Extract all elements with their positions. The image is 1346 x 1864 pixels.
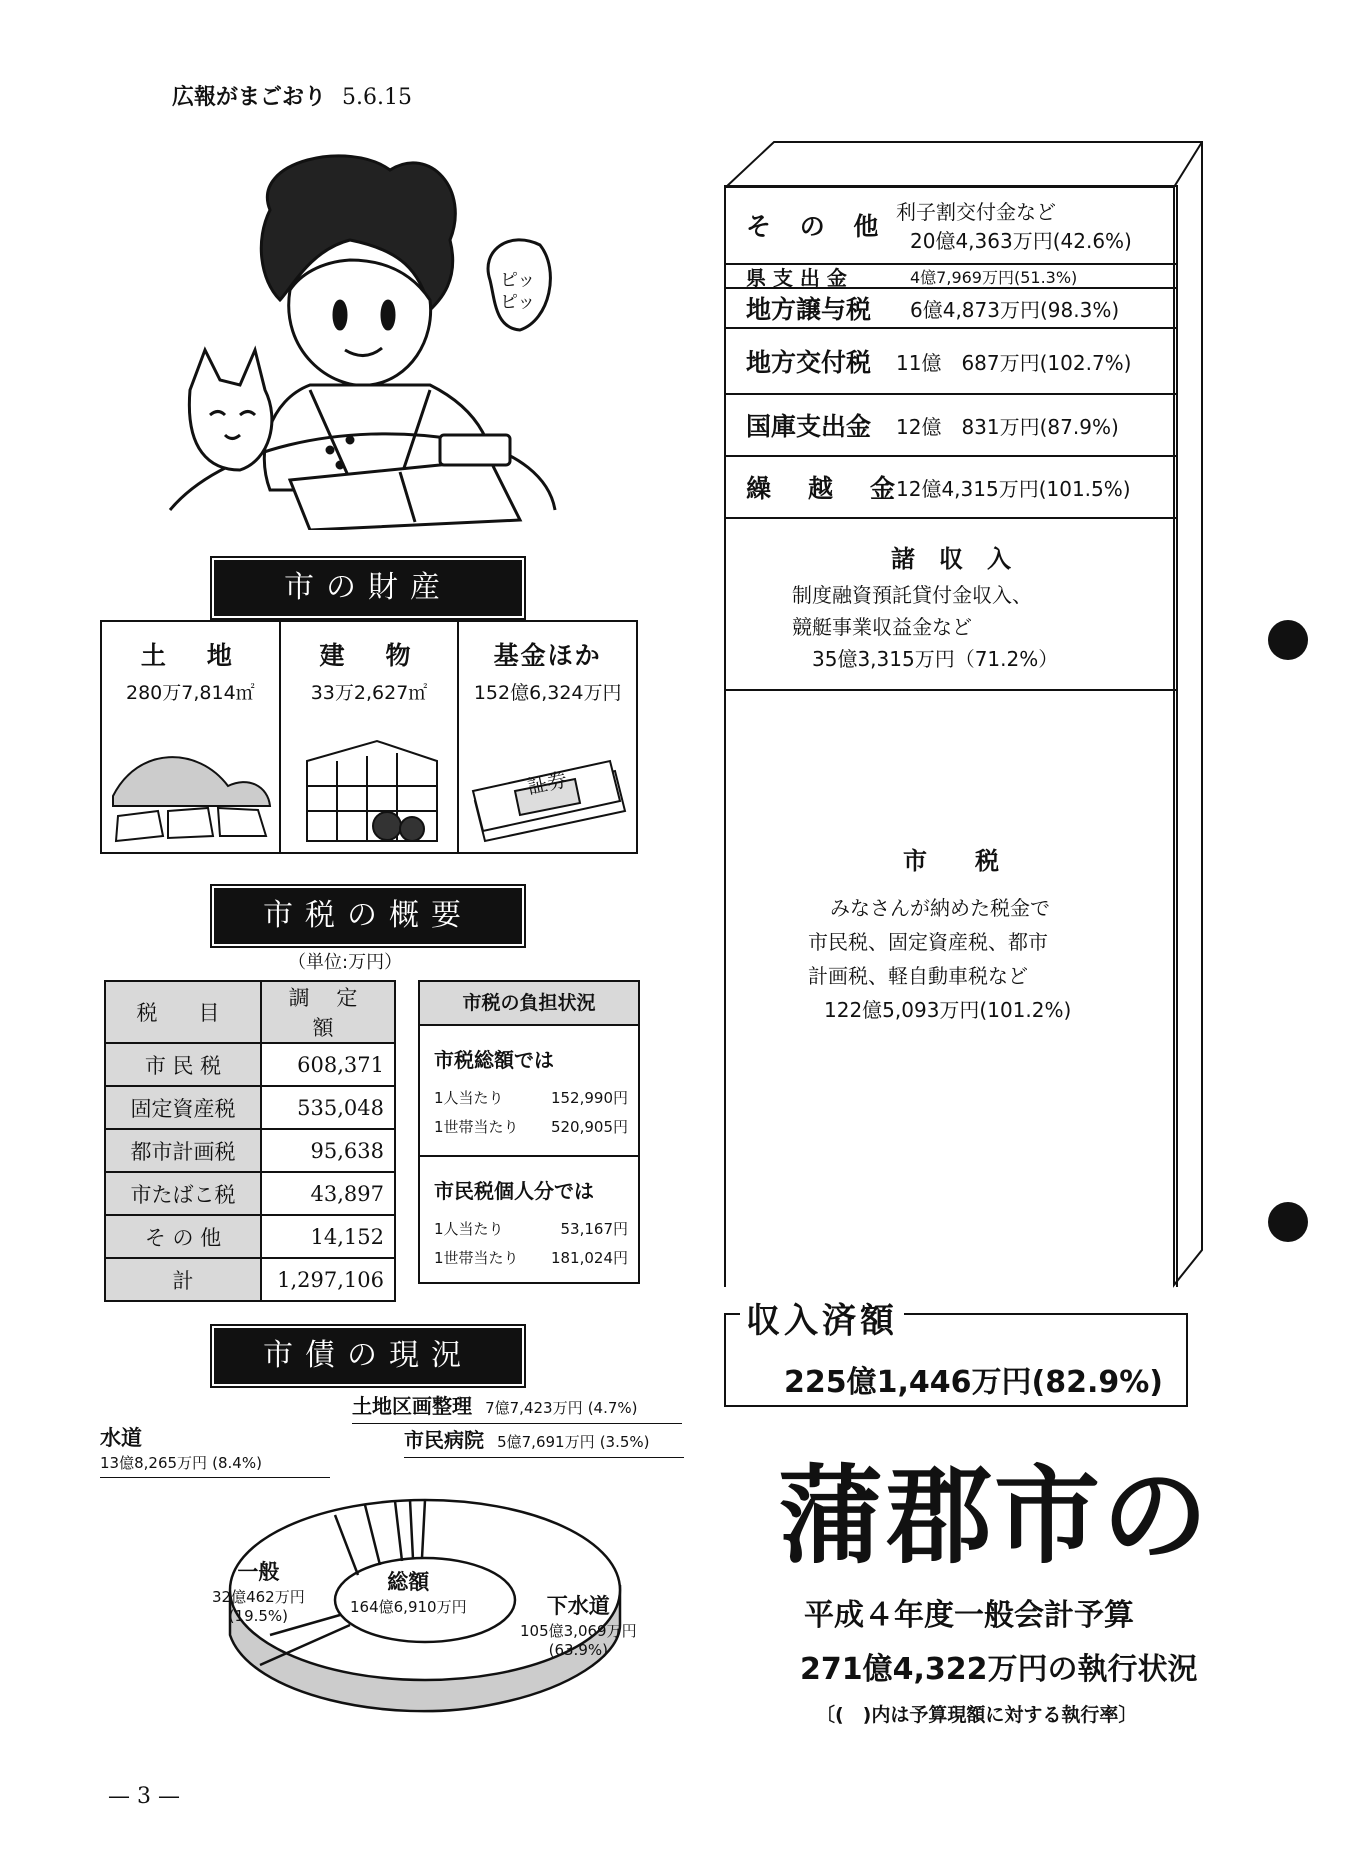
debt-item-name: 土地区画整理 — [352, 1394, 472, 1418]
revenue-label: 地方交付税 — [746, 348, 872, 377]
property-land-label: 土 地 — [140, 641, 240, 670]
debt-item-value: 13億8,265万円 — [100, 1454, 208, 1472]
tax-burden-box — [418, 980, 640, 1284]
speech-bubble-text: ピッピッ — [500, 270, 536, 313]
revenue-row-prefectural — [726, 265, 1176, 289]
tax-total-label: 計 — [105, 1258, 261, 1301]
tax-table — [104, 980, 396, 1302]
tax-burden-section-individual: 市民税個人分では — [434, 1179, 594, 1203]
property-land — [102, 622, 281, 852]
revenue-misc-value: 35億3,315万円（71.2%） — [812, 647, 1059, 671]
revenue-value: 12億 831万円(87.9%) — [896, 414, 1119, 439]
tax-burden-section-total: 市税総額では — [434, 1048, 554, 1072]
debt-item-water — [100, 1422, 330, 1478]
main-title: 蒲郡市の — [778, 1455, 1210, 1578]
table-row-total — [105, 1258, 395, 1301]
tax-value: 608,371 — [261, 1043, 395, 1086]
tax-name: 市 民 税 — [105, 1043, 261, 1086]
revenue-row-allocation-tax — [726, 329, 1176, 395]
revenue-citytax-value: 122億5,093万円(101.2%) — [824, 998, 1072, 1022]
debt-item-name: 下水道 — [546, 1594, 610, 1618]
revenue-misc-line2: 競艇事業収益金など — [792, 615, 972, 639]
revenue-value: 12億4,315万円(101.5%) — [896, 476, 1131, 501]
debt-item-name: 水道 — [100, 1426, 142, 1450]
tax-header-amount: 調 定 額 — [261, 981, 395, 1043]
burden-label: 1人当たり — [434, 1220, 504, 1238]
list-item — [420, 1083, 638, 1112]
revenue-value-block — [896, 196, 1132, 254]
issue-date: 5.6.15 — [342, 85, 412, 110]
tax-table-header — [105, 981, 395, 1043]
revenue-label: そ の 他 — [746, 212, 889, 241]
binding-hole-marker — [1268, 620, 1308, 660]
burden-label: 1世帯当たり — [434, 1249, 519, 1267]
land-illustration — [108, 736, 273, 846]
revenue-value: 11億 687万円(102.7%) — [896, 350, 1132, 375]
table-row — [105, 1215, 395, 1258]
burden-label: 1人当たり — [434, 1089, 504, 1107]
received-total-title: 収入済額 — [740, 1293, 904, 1342]
debt-item-pct: (8.4%) — [212, 1454, 262, 1472]
table-row — [105, 1172, 395, 1215]
revenue-row-other — [726, 187, 1176, 265]
tax-name: 都市計画税 — [105, 1129, 261, 1172]
revenue-misc-line1: 制度融資預託貸付金収入、 — [792, 583, 1032, 607]
revenue-row-carryover — [726, 457, 1176, 519]
tax-value: 535,048 — [261, 1086, 395, 1129]
burden-label: 1世帯当たり — [434, 1118, 519, 1136]
revenue-row-national-subsidy — [726, 395, 1176, 457]
debt-item-general — [212, 1556, 305, 1625]
revenue-row-transfer-tax — [726, 289, 1176, 329]
revenue-label: 県 支 出 金 — [746, 265, 847, 290]
revenue-misc-text — [792, 579, 1058, 675]
debt-item-name: 一般 — [237, 1560, 280, 1584]
debt-item-pct: (63.9%) — [548, 1641, 608, 1659]
revenue-label: 地方譲与税 — [746, 295, 872, 324]
burden-value: 181,024円 — [550, 1249, 628, 1267]
newsletter-header — [172, 80, 412, 111]
revenue-citytax-text — [808, 891, 1071, 1027]
received-total-value: 225億1,446万円(82.9%) — [784, 1365, 1164, 1400]
leader-line — [404, 1457, 684, 1458]
property-funds — [459, 622, 636, 852]
execution-rate-note: 〔( )内は予算現額に対する執行率〕 — [816, 1704, 1138, 1726]
debt-item-sewer — [520, 1590, 637, 1659]
property-building-value: 33万2,627㎡ — [310, 682, 428, 704]
list-item — [420, 1112, 638, 1141]
building-illustration — [287, 731, 452, 846]
tax-value: 14,152 — [261, 1215, 395, 1258]
burden-value: 53,167円 — [560, 1220, 628, 1238]
property-building — [281, 622, 460, 852]
woman-with-cat-illustration — [160, 150, 560, 530]
table-row — [105, 1043, 395, 1086]
debt-item-pct: (4.7%) — [587, 1399, 638, 1417]
subtitle-budget: 平成４年度一般会計予算 — [804, 1598, 1134, 1633]
list-item — [420, 1243, 638, 1272]
revenue-citytax-line3: 計画税、軽自動車税など — [808, 964, 1028, 988]
revenue-tower — [724, 185, 1178, 1287]
property-banner: 市の財産 — [214, 560, 522, 616]
table-row — [105, 1129, 395, 1172]
binding-hole-marker — [1268, 1202, 1308, 1242]
property-box — [100, 620, 638, 854]
debt-item-pct: (3.5%) — [599, 1433, 650, 1451]
revenue-row-city-tax — [726, 691, 1176, 1191]
debt-item-value: 105億3,069万円 — [520, 1622, 637, 1640]
revenue-citytax-line1: みなさんが納めた税金で — [830, 896, 1050, 920]
revenue-label: 国庫支出金 — [746, 412, 872, 441]
tax-banner: 市税の概要 — [214, 888, 522, 944]
debt-item-name: 市民病院 — [404, 1428, 484, 1452]
page-number: — 3 — — [108, 1784, 180, 1809]
tax-value: 43,897 — [261, 1172, 395, 1215]
revenue-label: 繰 越 金 — [746, 474, 902, 503]
leader-line — [100, 1477, 330, 1478]
revenue-value: 6億4,873万円(98.3%) — [910, 297, 1120, 322]
debt-total-value: 164億6,910万円 — [350, 1598, 467, 1616]
debt-item-land-readjustment — [352, 1390, 682, 1424]
debt-total-label: 総額 — [387, 1570, 430, 1594]
property-land-value: 280万7,814㎡ — [126, 682, 255, 704]
table-row — [105, 1086, 395, 1129]
subtitle-execution: 271億4,322万円の執行状況 — [800, 1652, 1198, 1687]
tax-name: そ の 他 — [105, 1215, 261, 1258]
tax-header-item: 税 目 — [105, 981, 261, 1043]
debt-item-value: 7億7,423万円 — [485, 1399, 583, 1417]
debt-item-hospital — [404, 1424, 684, 1458]
burden-value: 520,905円 — [550, 1118, 628, 1136]
debt-item-pct: (19.5%) — [228, 1607, 289, 1625]
debt-item-value: 32億462万円 — [212, 1588, 305, 1606]
newsletter-title: 広報がまごおり — [172, 85, 327, 110]
revenue-note: 利子割交付金など — [896, 200, 1056, 224]
received-total-box — [724, 1301, 1188, 1407]
tax-unit: （単位:万円） — [288, 952, 403, 973]
debt-item-value: 5億7,691万円 — [497, 1433, 595, 1451]
tax-value: 95,638 — [261, 1129, 395, 1172]
revenue-value: 4億7,969万円(51.3%) — [910, 267, 1078, 287]
revenue-value: 20億4,363万円(42.6%) — [910, 229, 1132, 253]
property-building-label: 建 物 — [319, 641, 419, 670]
tax-burden-title: 市税の負担状況 — [420, 982, 638, 1026]
certificate-text: 証券 — [525, 767, 570, 799]
revenue-row-misc — [726, 519, 1176, 691]
tax-name: 固定資産税 — [105, 1086, 261, 1129]
property-funds-label: 基金ほか — [493, 641, 602, 670]
tax-total-value: 1,297,106 — [261, 1258, 395, 1301]
revenue-citytax-label: 市 税 — [903, 847, 999, 875]
revenue-misc-label: 諸 収 入 — [891, 545, 1011, 573]
property-funds-value: 152億6,324万円 — [473, 682, 622, 704]
debt-banner: 市債の現況 — [214, 1328, 522, 1384]
tax-name: 市たばこ税 — [105, 1172, 261, 1215]
revenue-citytax-line2: 市民税、固定資産税、都市 — [808, 930, 1048, 954]
burden-value: 152,990円 — [550, 1089, 628, 1107]
list-item — [420, 1214, 638, 1243]
debt-total — [350, 1566, 467, 1617]
